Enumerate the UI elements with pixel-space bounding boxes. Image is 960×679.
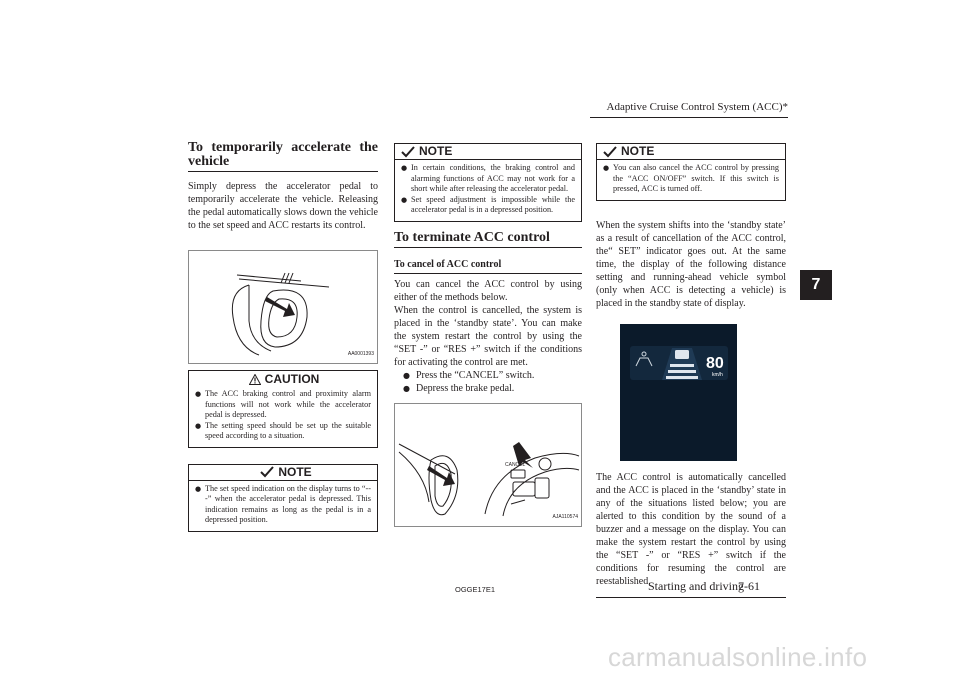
heading-line-2: vehicle xyxy=(188,154,230,169)
list-item-text: Press the “CANCEL” switch. xyxy=(416,369,535,381)
list-item xyxy=(394,382,582,395)
note-check-icon xyxy=(260,466,274,478)
caution-list xyxy=(195,389,371,442)
bullet-icon: ● xyxy=(195,390,202,398)
note-label xyxy=(597,144,785,160)
note-item xyxy=(603,163,779,195)
acc-display-image xyxy=(620,324,737,461)
note-item xyxy=(401,163,575,195)
column-3 xyxy=(596,143,786,588)
note-item-text: Set speed adjustment is impossible while the accelerator pedal is in a depressed position. xyxy=(411,194,575,214)
caution-item xyxy=(195,421,371,442)
note-item xyxy=(401,195,575,216)
footer-rule xyxy=(596,597,786,598)
note-item xyxy=(195,484,371,526)
running-header-title: Adaptive Cruise Control System (ACC)* xyxy=(606,101,788,113)
caution-label xyxy=(197,373,371,386)
note-list xyxy=(195,484,371,526)
display-unit: km/h xyxy=(712,371,723,378)
header-rule xyxy=(590,117,788,118)
note-box-col1 xyxy=(188,464,378,532)
note-check-icon xyxy=(401,146,415,158)
section-heading-accelerate xyxy=(188,141,378,172)
caution-item-text: The setting speed should be set up the suitable speed according to a situation. xyxy=(205,420,371,440)
accelerator-pedal-figure xyxy=(188,250,378,364)
cancel-body-text: You can cancel the ACC control by using either of the methods below. When the control is cancelled, the system is placed in the ‘standby state’. You can make the system restart the control by using the “SET -” or “RES +” switch if the conditions for activating the control are met. xyxy=(394,278,582,368)
bullet-icon: ● xyxy=(195,484,202,493)
note-label-text: NOTE xyxy=(419,144,453,158)
accelerate-body-text: Simply depress the accelerator pedal to temporarily accelerate the vehicle. Releasing the pedal automatically slows down the vehicle to the set speed and ACC restarts its control. xyxy=(188,181,378,231)
bullet-icon: ● xyxy=(195,421,202,430)
bullet-icon: ● xyxy=(401,164,408,172)
steering-and-pedal-illustration xyxy=(395,404,581,526)
chapter-tab: 7 xyxy=(800,270,832,300)
bullet-icon: ● xyxy=(403,383,410,393)
note-box-col2 xyxy=(394,143,582,222)
bullet-icon: ● xyxy=(401,195,408,204)
standby-body-text: When the system shifts into the ‘standby state’ as a result of cancellation of the ACC control, the“ SET” indicator goes out. At the same time, the display of the following distance setting and running-ahead vehicle symbol (only when ACC is detecting a vehicle) is placed in the standby state of display. xyxy=(596,219,786,309)
caution-item xyxy=(195,389,371,421)
auto-cancel-body-text: The ACC control is automatically cancelled and the ACC is placed in the ‘standby’ state in any of the situations listed below; you are alerted to this condition by the sound of a buzzer and a message on the display. You can make the system restart the control by using the “SET -” or “RES +” switch if the conditions for resuming the control are reestablished. xyxy=(596,471,786,587)
note-label-text: NOTE xyxy=(621,144,655,158)
note-item-text: You can also cancel the ACC control by pressing the “ACC ON/OFF” switch. If this switch is pressed, ACC is turned off. xyxy=(613,163,779,193)
bullet-icon: ● xyxy=(403,370,410,380)
list-item xyxy=(394,369,582,382)
column-1 xyxy=(188,141,378,532)
note-check-icon xyxy=(603,146,617,158)
figure-code: AA0001393 xyxy=(347,351,374,357)
caution-label-text: CAUTION xyxy=(264,372,320,386)
subheading-cancel: To cancel of ACC control xyxy=(394,258,582,274)
bullet-icon: ● xyxy=(603,164,610,172)
note-item-text: In certain conditions, the braking control and alarming functions of ACC may not work for a short while after releasing the accelerator pedal. xyxy=(411,163,575,193)
note-box-col3 xyxy=(596,143,786,201)
note-list xyxy=(603,163,779,195)
heading-line-1: To temporarily accelerate the xyxy=(188,140,378,155)
note-label-text: NOTE xyxy=(278,464,312,479)
document-code: OGGE17E1 xyxy=(455,585,496,594)
acc-display-graphic xyxy=(620,324,737,461)
cancel-callout-label: CANCEL xyxy=(505,461,526,468)
note-list xyxy=(401,163,575,216)
column-2 xyxy=(394,143,582,527)
accelerator-pedal-illustration xyxy=(189,251,377,363)
display-speed: 80 xyxy=(706,354,724,372)
warning-triangle-icon xyxy=(249,374,261,385)
caution-item-text: The ACC braking control and proximity alarm functions will not work while the accelerator pedal is depressed. xyxy=(205,389,371,419)
caution-box xyxy=(188,370,378,448)
cancel-switch-figure xyxy=(394,403,582,527)
note-item-text: The set speed indication on the display turns to “---” when the accelerator pedal is depressed. This indication remains as long as the pedal is in a depressed position. xyxy=(205,483,371,524)
note-label xyxy=(395,144,581,160)
page-number: 7-61 xyxy=(738,579,760,593)
watermark: carmanualsonline.info xyxy=(608,642,868,672)
footer-section-title: Starting and driving xyxy=(648,579,744,593)
cancel-methods-list xyxy=(394,369,582,395)
note-label xyxy=(189,465,377,481)
figure-code: AJA110574 xyxy=(552,513,578,520)
section-heading-terminate: To terminate ACC control xyxy=(394,231,582,248)
list-item-text: Depress the brake pedal. xyxy=(416,382,515,394)
